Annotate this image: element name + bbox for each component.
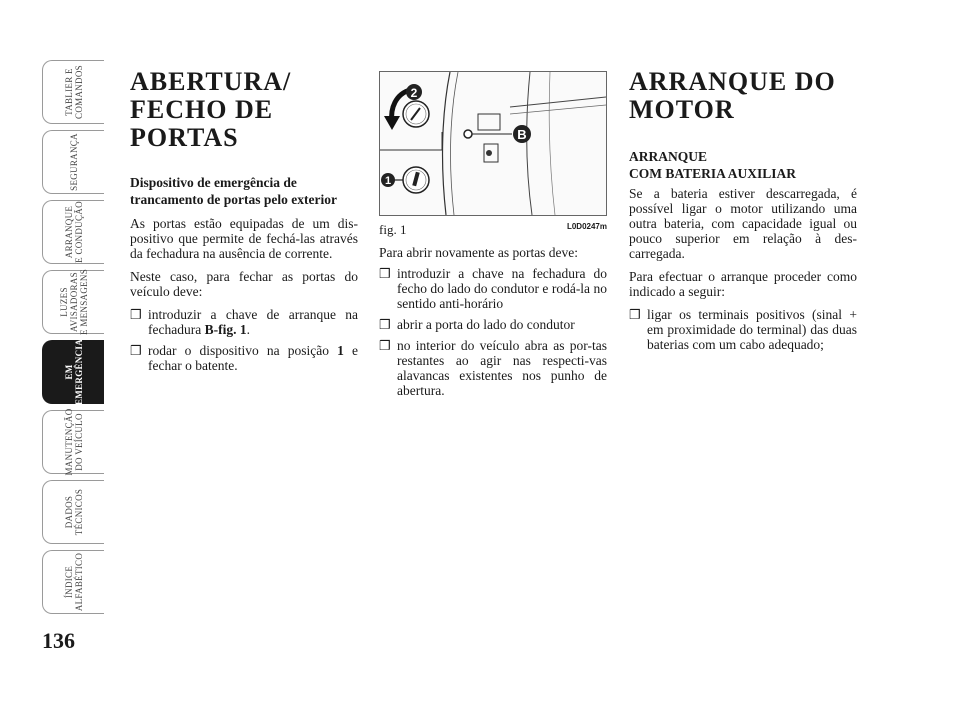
checkbox-bullet-icon: ❒ xyxy=(379,266,391,281)
bullet-list xyxy=(130,307,358,373)
caption-text: fig. 1 xyxy=(379,222,407,237)
checkbox-bullet-icon: ❒ xyxy=(629,307,641,322)
subheading-line: ARRANQUE xyxy=(629,149,708,164)
tab-label: ÍNDICE ALFABÉTICO xyxy=(63,552,84,612)
list-item xyxy=(629,307,857,352)
text: introduzir a chave na fechadura do fecho do lado do condutor e rodá-la no sentido anti-horário xyxy=(397,266,607,311)
paragraph: Se a bateria estiver descarregada, é possível ligar o motor utilizando uma outra bateria, com capacidade igual ou pouco superior em relação à des-carregada. xyxy=(629,186,857,261)
callout-2: 2 xyxy=(410,86,418,100)
checkbox-bullet-icon: ❒ xyxy=(130,343,142,358)
checkbox-bullet-icon: ❒ xyxy=(379,317,391,332)
list-item xyxy=(379,317,607,332)
figure-code: L0D0247m xyxy=(566,222,607,231)
list-item xyxy=(130,343,358,373)
bullet-list xyxy=(629,307,857,352)
tab-indice-alfabetico[interactable] xyxy=(42,550,104,614)
paragraph: Neste caso, para fechar as portas do veículo deve: xyxy=(130,269,358,299)
subheading-line: COM BATERIA AUXILIAR xyxy=(629,166,797,181)
tab-label: EM EMERGÊNCIA xyxy=(63,338,84,406)
bullet-list xyxy=(379,266,607,398)
tab-manutencao-veiculo[interactable] xyxy=(42,410,104,474)
callout-1: 1 xyxy=(384,175,392,187)
list-item xyxy=(130,307,358,337)
tab-dados-tecnicos[interactable] xyxy=(42,480,104,544)
title-line: MOTOR xyxy=(629,95,735,124)
door-lock-illustration xyxy=(380,72,606,215)
title-line: FECHO DE PORTAS xyxy=(130,95,274,152)
tab-luzes-avisadoras[interactable] xyxy=(42,270,104,334)
tab-seguranca[interactable] xyxy=(42,130,104,194)
section-title xyxy=(130,68,358,152)
paragraph: As portas estão equipadas de um dis-positivo que permite de fechá-las através da fechadura na ausência de corrente. xyxy=(130,216,358,261)
paragraph: Para abrir novamente as portas deve: xyxy=(379,245,579,260)
text: introduzir a chave de arranque na fechadura xyxy=(148,307,358,337)
checkbox-bullet-icon: ❒ xyxy=(130,307,142,322)
position-reference: 1 xyxy=(337,343,344,358)
subheading xyxy=(629,148,857,182)
text: rodar o dispositivo na posição xyxy=(148,343,338,358)
section-arranque-motor xyxy=(629,68,857,358)
text: no interior do veículo abra as por-tas restantes ao agir nas respecti-vas alavancas existentes nos punho de abertura. xyxy=(397,338,607,398)
tab-label: ARRANQUE E CONDUÇÃO xyxy=(63,201,84,263)
tab-arranque-conducao[interactable] xyxy=(42,200,104,264)
subheading: Dispositivo de emergência de trancamento de portas pelo exterior xyxy=(130,175,337,207)
text: ligar os terminais positivos (sinal + em proximidade do terminal) das duas baterias com um cabo adequado; xyxy=(647,307,857,352)
checkbox-bullet-icon: ❒ xyxy=(379,338,391,353)
paragraph: Para efectuar o arranque proceder como indicado a seguir: xyxy=(629,269,857,299)
callout-b: B xyxy=(517,127,527,142)
figure-reference: B-fig. 1 xyxy=(204,322,247,337)
list-item xyxy=(379,338,607,398)
tab-label: LUZES AVISADORAS E MENSAGENS xyxy=(58,268,89,336)
tab-label: DADOS TÉCNICOS xyxy=(63,488,84,536)
text: abrir a porta do lado do condutor xyxy=(397,317,575,332)
tab-label: SEGURANÇA xyxy=(68,133,79,191)
text: e fechar o batente. xyxy=(148,343,358,373)
tab-label: TABLIER E COMANDOS xyxy=(63,65,84,119)
figure-caption xyxy=(379,222,607,238)
tab-tablier-comandos[interactable] xyxy=(42,60,104,124)
section-reopen-doors xyxy=(379,245,607,404)
tab-em-emergencia[interactable] xyxy=(42,340,104,404)
tab-label: MANUTENÇÃO DO VEÍCULO xyxy=(63,408,84,476)
title-line: ARRANQUE DO xyxy=(629,67,836,96)
title-line: ABERTURA/ xyxy=(130,67,292,96)
section-abertura-fecho xyxy=(130,68,358,379)
figure-door-lock xyxy=(379,71,607,216)
list-item xyxy=(379,266,607,311)
section-title xyxy=(629,68,857,124)
text: . xyxy=(246,322,250,337)
page-number: 136 xyxy=(42,628,75,653)
